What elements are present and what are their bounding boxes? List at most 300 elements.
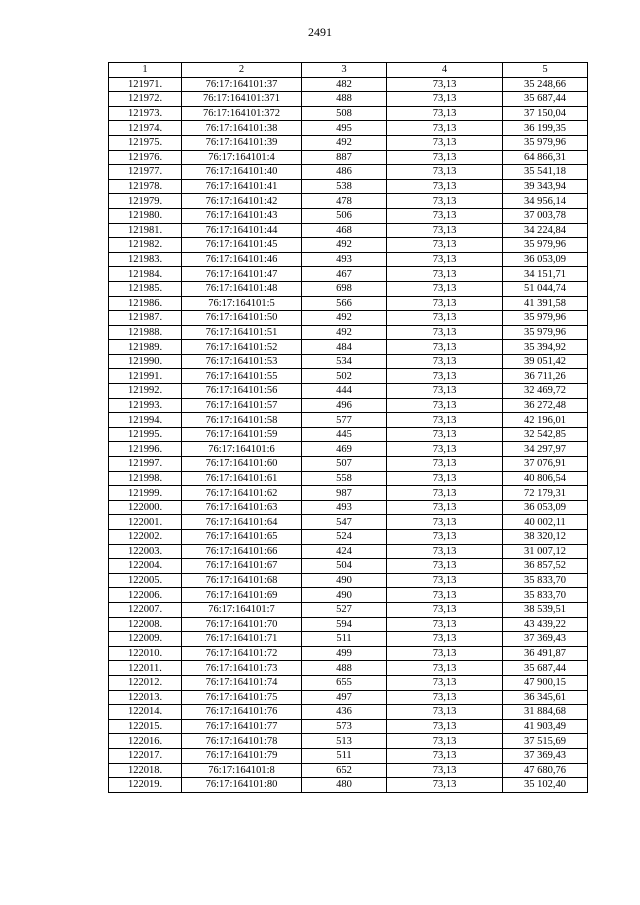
- row-number-cell: 122014.: [109, 705, 182, 720]
- row-number-cell: 121972.: [109, 92, 182, 107]
- header-row: [109, 63, 588, 78]
- cadastral-number-cell: 76:17:164101:70: [182, 617, 302, 632]
- column-header-4: 4: [387, 63, 503, 78]
- rate-cell: 73,13: [387, 646, 503, 661]
- area-cell: 652: [302, 763, 387, 778]
- area-cell: 492: [302, 325, 387, 340]
- cadastral-number-cell: 76:17:164101:58: [182, 413, 302, 428]
- row-number-cell: 121980.: [109, 208, 182, 223]
- cadastral-number-cell: 76:17:164101:372: [182, 106, 302, 121]
- table-row: [109, 588, 588, 603]
- table-row: [109, 238, 588, 253]
- value-cell: 39 343,94: [503, 179, 588, 194]
- value-cell: 39 051,42: [503, 354, 588, 369]
- row-number-cell: 122012.: [109, 675, 182, 690]
- cadastral-number-cell: 76:17:164101:53: [182, 354, 302, 369]
- value-cell: 36 053,09: [503, 252, 588, 267]
- cadastral-number-cell: 76:17:164101:73: [182, 661, 302, 676]
- cadastral-number-cell: 76:17:164101:56: [182, 384, 302, 399]
- cadastral-number-cell: 76:17:164101:46: [182, 252, 302, 267]
- rate-cell: 73,13: [387, 602, 503, 617]
- row-number-cell: 121992.: [109, 384, 182, 399]
- rate-cell: 73,13: [387, 150, 503, 165]
- area-cell: 655: [302, 675, 387, 690]
- value-cell: 36 053,09: [503, 500, 588, 515]
- cadastral-number-cell: 76:17:164101:74: [182, 675, 302, 690]
- table-row: [109, 325, 588, 340]
- rate-cell: 73,13: [387, 325, 503, 340]
- row-number-cell: 121977.: [109, 165, 182, 180]
- table-row: [109, 194, 588, 209]
- rate-cell: 73,13: [387, 778, 503, 793]
- row-number-cell: 121979.: [109, 194, 182, 209]
- table-row: [109, 252, 588, 267]
- table-row: [109, 573, 588, 588]
- area-cell: 506: [302, 208, 387, 223]
- area-cell: 493: [302, 252, 387, 267]
- area-cell: 887: [302, 150, 387, 165]
- rate-cell: 73,13: [387, 675, 503, 690]
- value-cell: 37 003,78: [503, 208, 588, 223]
- cadastral-number-cell: 76:17:164101:64: [182, 515, 302, 530]
- value-cell: 38 539,51: [503, 602, 588, 617]
- area-cell: 444: [302, 384, 387, 399]
- value-cell: 35 248,66: [503, 77, 588, 92]
- rate-cell: 73,13: [387, 457, 503, 472]
- rate-cell: 73,13: [387, 530, 503, 545]
- value-cell: 35 541,18: [503, 165, 588, 180]
- area-cell: 507: [302, 457, 387, 472]
- row-number-cell: 121984.: [109, 267, 182, 282]
- rate-cell: 73,13: [387, 238, 503, 253]
- row-number-cell: 121993.: [109, 398, 182, 413]
- rate-cell: 73,13: [387, 413, 503, 428]
- area-cell: 478: [302, 194, 387, 209]
- rate-cell: 73,13: [387, 384, 503, 399]
- cadastral-number-cell: 76:17:164101:61: [182, 471, 302, 486]
- table-row: [109, 661, 588, 676]
- cadastral-number-cell: 76:17:164101:80: [182, 778, 302, 793]
- area-cell: 594: [302, 617, 387, 632]
- rate-cell: 73,13: [387, 121, 503, 136]
- cadastral-number-cell: 76:17:164101:371: [182, 92, 302, 107]
- row-number-cell: 122015.: [109, 719, 182, 734]
- cadastral-number-cell: 76:17:164101:8: [182, 763, 302, 778]
- table-row: [109, 675, 588, 690]
- table-row: [109, 632, 588, 647]
- value-cell: 43 439,22: [503, 617, 588, 632]
- area-cell: 573: [302, 719, 387, 734]
- table-row: [109, 515, 588, 530]
- rate-cell: 73,13: [387, 369, 503, 384]
- area-cell: 469: [302, 442, 387, 457]
- rate-cell: 73,13: [387, 748, 503, 763]
- value-cell: 35 979,96: [503, 311, 588, 326]
- area-cell: 490: [302, 588, 387, 603]
- value-cell: 35 979,96: [503, 238, 588, 253]
- value-cell: 35 102,40: [503, 778, 588, 793]
- row-number-cell: 121973.: [109, 106, 182, 121]
- rate-cell: 73,13: [387, 296, 503, 311]
- value-cell: 37 076,91: [503, 457, 588, 472]
- table-row: [109, 530, 588, 545]
- area-cell: 436: [302, 705, 387, 720]
- cadastral-number-cell: 76:17:164101:44: [182, 223, 302, 238]
- value-cell: 36 345,61: [503, 690, 588, 705]
- cadastral-number-cell: 76:17:164101:5: [182, 296, 302, 311]
- area-cell: 480: [302, 778, 387, 793]
- rate-cell: 73,13: [387, 165, 503, 180]
- value-cell: 37 369,43: [503, 632, 588, 647]
- area-cell: 558: [302, 471, 387, 486]
- value-cell: 35 979,96: [503, 135, 588, 150]
- table-row: [109, 486, 588, 501]
- table-row: [109, 778, 588, 793]
- row-number-cell: 121986.: [109, 296, 182, 311]
- value-cell: 32 542,85: [503, 427, 588, 442]
- rate-cell: 73,13: [387, 179, 503, 194]
- cadastral-number-cell: 76:17:164101:78: [182, 734, 302, 749]
- cadastral-number-cell: 76:17:164101:48: [182, 281, 302, 296]
- table-row: [109, 413, 588, 428]
- rate-cell: 73,13: [387, 354, 503, 369]
- row-number-cell: 122008.: [109, 617, 182, 632]
- table-header: [109, 63, 588, 78]
- area-cell: 488: [302, 92, 387, 107]
- value-cell: 41 391,58: [503, 296, 588, 311]
- value-cell: 47 680,76: [503, 763, 588, 778]
- rate-cell: 73,13: [387, 135, 503, 150]
- row-number-cell: 121999.: [109, 486, 182, 501]
- value-cell: 38 320,12: [503, 530, 588, 545]
- row-number-cell: 122006.: [109, 588, 182, 603]
- value-cell: 40 002,11: [503, 515, 588, 530]
- rate-cell: 73,13: [387, 573, 503, 588]
- rate-cell: 73,13: [387, 690, 503, 705]
- row-number-cell: 122001.: [109, 515, 182, 530]
- table-row: [109, 427, 588, 442]
- area-cell: 547: [302, 515, 387, 530]
- rate-cell: 73,13: [387, 106, 503, 121]
- table-row: [109, 734, 588, 749]
- value-cell: 51 044,74: [503, 281, 588, 296]
- cadastral-number-cell: 76:17:164101:77: [182, 719, 302, 734]
- table-row: [109, 77, 588, 92]
- area-cell: 495: [302, 121, 387, 136]
- cadastral-number-cell: 76:17:164101:75: [182, 690, 302, 705]
- rate-cell: 73,13: [387, 77, 503, 92]
- row-number-cell: 122018.: [109, 763, 182, 778]
- area-cell: 496: [302, 398, 387, 413]
- value-cell: 31 007,12: [503, 544, 588, 559]
- area-cell: 987: [302, 486, 387, 501]
- table-row: [109, 457, 588, 472]
- value-cell: 34 151,71: [503, 267, 588, 282]
- area-cell: 513: [302, 734, 387, 749]
- row-number-cell: 121995.: [109, 427, 182, 442]
- table-row: [109, 106, 588, 121]
- table-row: [109, 223, 588, 238]
- area-cell: 497: [302, 690, 387, 705]
- table-row: [109, 500, 588, 515]
- value-cell: 37 369,43: [503, 748, 588, 763]
- rate-cell: 73,13: [387, 223, 503, 238]
- area-cell: 524: [302, 530, 387, 545]
- row-number-cell: 122010.: [109, 646, 182, 661]
- row-number-cell: 121974.: [109, 121, 182, 136]
- value-cell: 35 979,96: [503, 325, 588, 340]
- rate-cell: 73,13: [387, 208, 503, 223]
- cadastral-number-cell: 76:17:164101:71: [182, 632, 302, 647]
- area-cell: 488: [302, 661, 387, 676]
- table-row: [109, 340, 588, 355]
- cadastral-number-cell: 76:17:164101:37: [182, 77, 302, 92]
- area-cell: 698: [302, 281, 387, 296]
- value-cell: 35 687,44: [503, 92, 588, 107]
- rate-cell: 73,13: [387, 515, 503, 530]
- table-row: [109, 281, 588, 296]
- value-cell: 31 884,68: [503, 705, 588, 720]
- row-number-cell: 122000.: [109, 500, 182, 515]
- table-row: [109, 763, 588, 778]
- table-row: [109, 690, 588, 705]
- rate-cell: 73,13: [387, 763, 503, 778]
- cadastral-number-cell: 76:17:164101:57: [182, 398, 302, 413]
- row-number-cell: 121988.: [109, 325, 182, 340]
- data-table: [108, 62, 588, 793]
- table-row: [109, 442, 588, 457]
- rate-cell: 73,13: [387, 734, 503, 749]
- area-cell: 468: [302, 223, 387, 238]
- row-number-cell: 121990.: [109, 354, 182, 369]
- row-number-cell: 121998.: [109, 471, 182, 486]
- value-cell: 36 199,35: [503, 121, 588, 136]
- cadastral-number-cell: 76:17:164101:52: [182, 340, 302, 355]
- table-row: [109, 559, 588, 574]
- cadastral-number-cell: 76:17:164101:67: [182, 559, 302, 574]
- row-number-cell: 121991.: [109, 369, 182, 384]
- cadastral-number-cell: 76:17:164101:72: [182, 646, 302, 661]
- cadastral-number-cell: 76:17:164101:76: [182, 705, 302, 720]
- area-cell: 482: [302, 77, 387, 92]
- table-row: [109, 748, 588, 763]
- rate-cell: 73,13: [387, 661, 503, 676]
- cadastral-number-cell: 76:17:164101:62: [182, 486, 302, 501]
- rate-cell: 73,13: [387, 340, 503, 355]
- rate-cell: 73,13: [387, 617, 503, 632]
- area-cell: 484: [302, 340, 387, 355]
- row-number-cell: 122016.: [109, 734, 182, 749]
- cadastral-number-cell: 76:17:164101:47: [182, 267, 302, 282]
- area-cell: 486: [302, 165, 387, 180]
- row-number-cell: 121994.: [109, 413, 182, 428]
- area-cell: 508: [302, 106, 387, 121]
- rate-cell: 73,13: [387, 719, 503, 734]
- value-cell: 34 956,14: [503, 194, 588, 209]
- row-number-cell: 122003.: [109, 544, 182, 559]
- cadastral-number-cell: 76:17:164101:68: [182, 573, 302, 588]
- rate-cell: 73,13: [387, 194, 503, 209]
- value-cell: 36 711,26: [503, 369, 588, 384]
- area-cell: 492: [302, 238, 387, 253]
- column-header-5: 5: [503, 63, 588, 78]
- table-row: [109, 267, 588, 282]
- value-cell: 72 179,31: [503, 486, 588, 501]
- value-cell: 36 272,48: [503, 398, 588, 413]
- table-row: [109, 602, 588, 617]
- row-number-cell: 122005.: [109, 573, 182, 588]
- rate-cell: 73,13: [387, 544, 503, 559]
- rate-cell: 73,13: [387, 427, 503, 442]
- area-cell: 445: [302, 427, 387, 442]
- area-cell: 534: [302, 354, 387, 369]
- row-number-cell: 122013.: [109, 690, 182, 705]
- cadastral-number-cell: 76:17:164101:63: [182, 500, 302, 515]
- rate-cell: 73,13: [387, 588, 503, 603]
- rate-cell: 73,13: [387, 559, 503, 574]
- row-number-cell: 121978.: [109, 179, 182, 194]
- value-cell: 35 833,70: [503, 588, 588, 603]
- rate-cell: 73,13: [387, 486, 503, 501]
- cadastral-number-cell: 76:17:164101:65: [182, 530, 302, 545]
- column-header-3: 3: [302, 63, 387, 78]
- table-row: [109, 150, 588, 165]
- cadastral-number-cell: 76:17:164101:38: [182, 121, 302, 136]
- value-cell: 37 150,04: [503, 106, 588, 121]
- cadastral-number-cell: 76:17:164101:51: [182, 325, 302, 340]
- table-row: [109, 398, 588, 413]
- value-cell: 34 297,97: [503, 442, 588, 457]
- rate-cell: 73,13: [387, 500, 503, 515]
- area-cell: 424: [302, 544, 387, 559]
- rate-cell: 73,13: [387, 632, 503, 647]
- table-row: [109, 617, 588, 632]
- rate-cell: 73,13: [387, 442, 503, 457]
- table-row: [109, 705, 588, 720]
- row-number-cell: 121989.: [109, 340, 182, 355]
- table-row: [109, 369, 588, 384]
- row-number-cell: 121987.: [109, 311, 182, 326]
- row-number-cell: 121983.: [109, 252, 182, 267]
- row-number-cell: 121997.: [109, 457, 182, 472]
- row-number-cell: 121976.: [109, 150, 182, 165]
- rate-cell: 73,13: [387, 471, 503, 486]
- rate-cell: 73,13: [387, 705, 503, 720]
- area-cell: 493: [302, 500, 387, 515]
- rate-cell: 73,13: [387, 311, 503, 326]
- rate-cell: 73,13: [387, 267, 503, 282]
- table-row: [109, 165, 588, 180]
- area-cell: 511: [302, 632, 387, 647]
- table-row: [109, 121, 588, 136]
- table-row: [109, 92, 588, 107]
- area-cell: 490: [302, 573, 387, 588]
- cadastral-number-cell: 76:17:164101:66: [182, 544, 302, 559]
- table-row: [109, 311, 588, 326]
- cadastral-number-cell: 76:17:164101:43: [182, 208, 302, 223]
- rate-cell: 73,13: [387, 281, 503, 296]
- cadastral-number-cell: 76:17:164101:59: [182, 427, 302, 442]
- value-cell: 35 833,70: [503, 573, 588, 588]
- table-row: [109, 208, 588, 223]
- cadastral-number-cell: 76:17:164101:40: [182, 165, 302, 180]
- row-number-cell: 121981.: [109, 223, 182, 238]
- value-cell: 32 469,72: [503, 384, 588, 399]
- cadastral-number-cell: 76:17:164101:45: [182, 238, 302, 253]
- table-row: [109, 544, 588, 559]
- area-cell: 467: [302, 267, 387, 282]
- cadastral-number-cell: 76:17:164101:6: [182, 442, 302, 457]
- cadastral-number-cell: 76:17:164101:69: [182, 588, 302, 603]
- area-cell: 566: [302, 296, 387, 311]
- cadastral-number-cell: 76:17:164101:60: [182, 457, 302, 472]
- column-header-2: 2: [182, 63, 302, 78]
- value-cell: 42 196,01: [503, 413, 588, 428]
- table-row: [109, 135, 588, 150]
- value-cell: 41 903,49: [503, 719, 588, 734]
- row-number-cell: 122019.: [109, 778, 182, 793]
- table-row: [109, 179, 588, 194]
- area-cell: 527: [302, 602, 387, 617]
- rate-cell: 73,13: [387, 252, 503, 267]
- value-cell: 37 515,69: [503, 734, 588, 749]
- row-number-cell: 122017.: [109, 748, 182, 763]
- row-number-cell: 122007.: [109, 602, 182, 617]
- area-cell: 492: [302, 311, 387, 326]
- area-cell: 577: [302, 413, 387, 428]
- cadastral-number-cell: 76:17:164101:79: [182, 748, 302, 763]
- value-cell: 47 900,15: [503, 675, 588, 690]
- row-number-cell: 121985.: [109, 281, 182, 296]
- table-row: [109, 384, 588, 399]
- cadastral-number-cell: 76:17:164101:50: [182, 311, 302, 326]
- cadastral-number-cell: 76:17:164101:7: [182, 602, 302, 617]
- value-cell: 36 857,52: [503, 559, 588, 574]
- cadastral-number-cell: 76:17:164101:42: [182, 194, 302, 209]
- area-cell: 511: [302, 748, 387, 763]
- cadastral-number-cell: 76:17:164101:41: [182, 179, 302, 194]
- rate-cell: 73,13: [387, 92, 503, 107]
- value-cell: 35 394,92: [503, 340, 588, 355]
- row-number-cell: 121982.: [109, 238, 182, 253]
- table-body: [109, 77, 588, 792]
- cadastral-number-cell: 76:17:164101:39: [182, 135, 302, 150]
- value-cell: 35 687,44: [503, 661, 588, 676]
- row-number-cell: 121996.: [109, 442, 182, 457]
- row-number-cell: 122009.: [109, 632, 182, 647]
- value-cell: 36 491,87: [503, 646, 588, 661]
- table-row: [109, 471, 588, 486]
- area-cell: 499: [302, 646, 387, 661]
- cadastral-number-cell: 76:17:164101:55: [182, 369, 302, 384]
- row-number-cell: 121971.: [109, 77, 182, 92]
- rate-cell: 73,13: [387, 398, 503, 413]
- cadastral-number-cell: 76:17:164101:4: [182, 150, 302, 165]
- area-cell: 538: [302, 179, 387, 194]
- page-number: 2491: [308, 25, 332, 39]
- value-cell: 64 866,31: [503, 150, 588, 165]
- area-cell: 492: [302, 135, 387, 150]
- row-number-cell: 122004.: [109, 559, 182, 574]
- column-header-1: 1: [109, 63, 182, 78]
- area-cell: 504: [302, 559, 387, 574]
- table-row: [109, 296, 588, 311]
- value-cell: 34 224,84: [503, 223, 588, 238]
- table-row: [109, 354, 588, 369]
- row-number-cell: 122011.: [109, 661, 182, 676]
- row-number-cell: 121975.: [109, 135, 182, 150]
- row-number-cell: 122002.: [109, 530, 182, 545]
